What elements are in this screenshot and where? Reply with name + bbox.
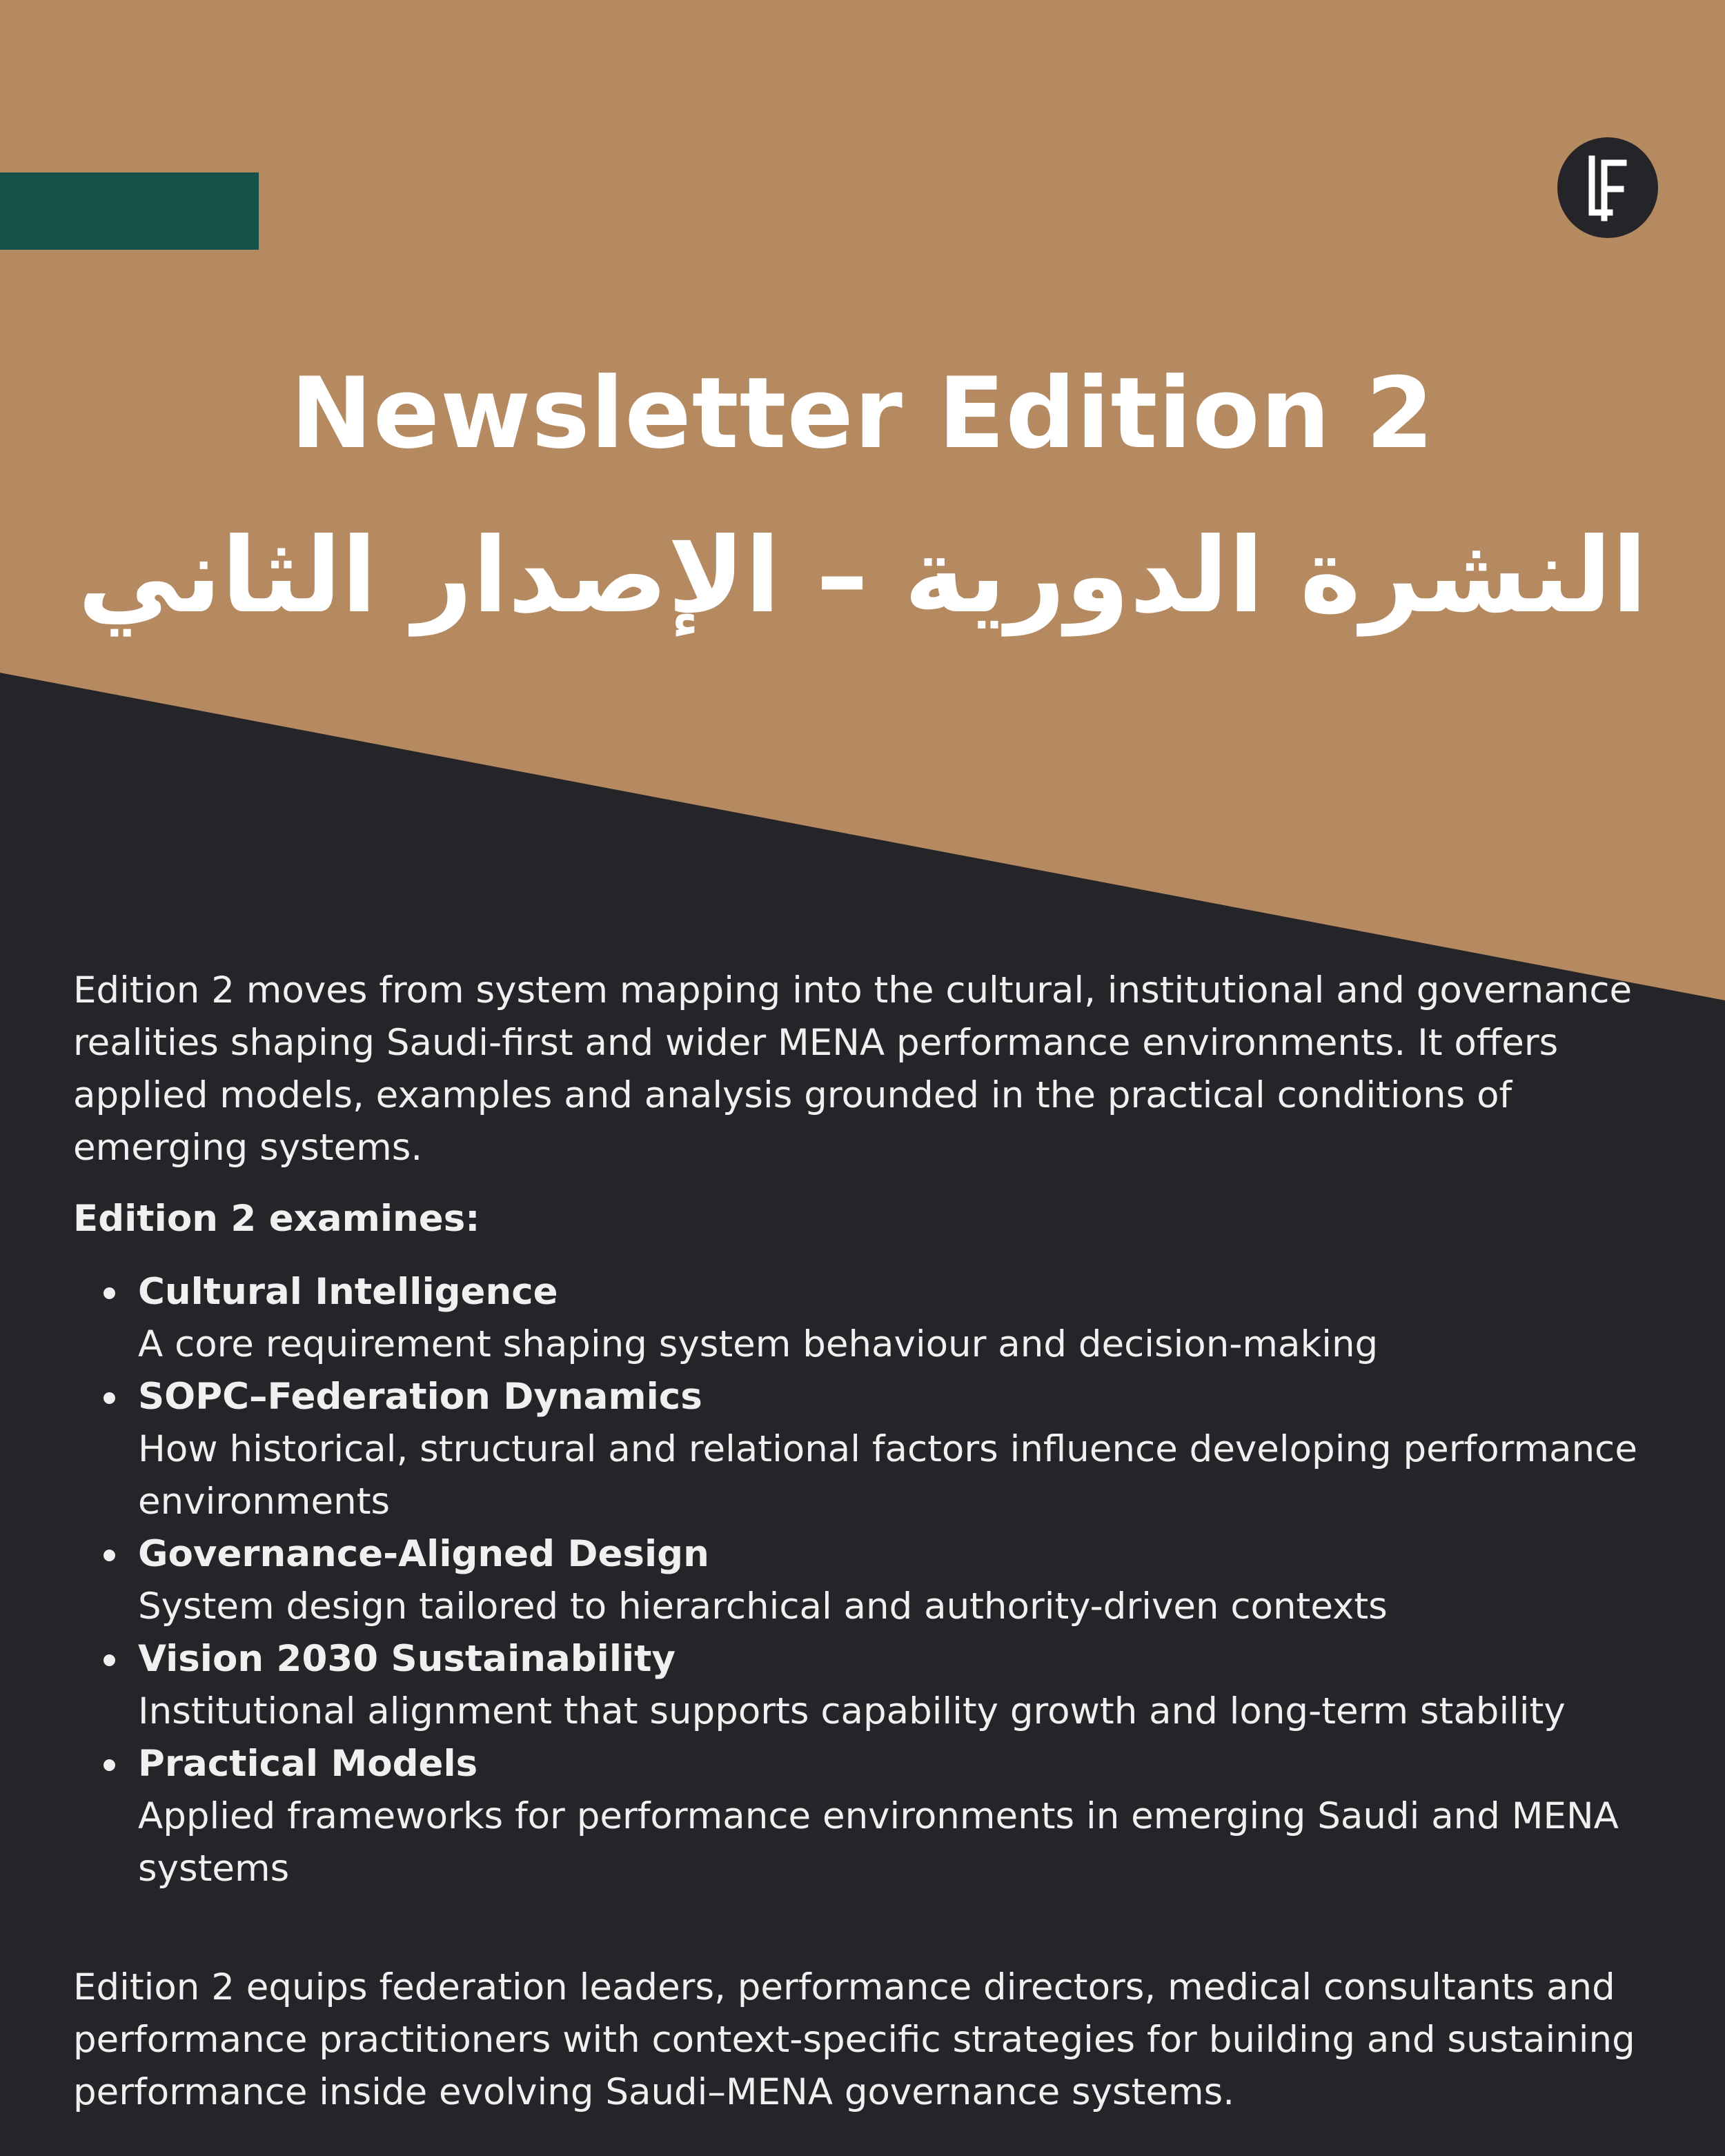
topic-description: Applied frameworks for performance environments in emerging Saudi and MENA systems xyxy=(138,1795,1619,1890)
topic-title: Governance-Aligned Design xyxy=(138,1533,709,1575)
closing-paragraph: Edition 2 equips federation leaders, performance directors, medical consultants and performance practitioners with context-specific strategies for building and sustaining performance inside evolving Saudi–MENA governance systems. xyxy=(73,1966,1635,2113)
topic-description: System design tailored to hierarchical and authority-driven contexts xyxy=(138,1585,1388,1628)
newsletter-body xyxy=(73,965,1660,2119)
topic-title: Cultural Intelligence xyxy=(138,1271,558,1313)
list-item xyxy=(73,1633,1660,1738)
topic-title: Vision 2030 Sustainability xyxy=(138,1638,676,1680)
topic-description: How historical, structural and relational factors influence developing performance environments xyxy=(138,1428,1637,1523)
intro-paragraph: Edition 2 moves from system mapping into the cultural, institutional and governance realities shaping Saudi-first and wider MENA performance environments. It offers applied models, examples and analysis grounded in the practical conditions of emerging systems. xyxy=(73,969,1633,1169)
topic-description: Institutional alignment that supports capability growth and long-term stability xyxy=(138,1690,1566,1732)
list-item xyxy=(73,1266,1660,1371)
topic-title: Practical Models xyxy=(138,1743,478,1785)
list-item xyxy=(73,1528,1660,1633)
list-item xyxy=(73,1371,1660,1528)
top-background-panel xyxy=(0,0,1725,1000)
page-title: Newsletter Edition 2 xyxy=(290,357,1435,471)
topic-title: SOPC–Federation Dynamics xyxy=(138,1376,702,1418)
examines-heading: Edition 2 examines: xyxy=(73,1198,480,1240)
accent-bar xyxy=(0,172,259,250)
topic-description: A core requirement shaping system behaviour and decision-making xyxy=(138,1323,1379,1365)
lf-logo xyxy=(1557,137,1658,238)
list-item xyxy=(73,1738,1660,1895)
topic-list xyxy=(73,1266,1660,1895)
lf-monogram-icon xyxy=(1577,153,1639,222)
page-title-arabic: النشرة الدورية – الإصدار الثاني xyxy=(77,516,1648,636)
